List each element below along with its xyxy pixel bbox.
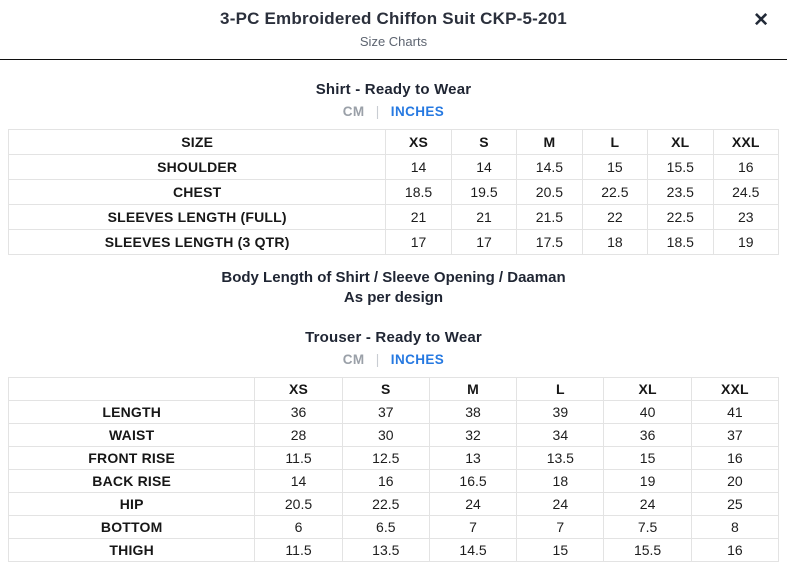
size-value-cell: 38 <box>429 400 516 423</box>
size-col-header: L <box>517 377 604 400</box>
size-value-cell: 28 <box>255 423 342 446</box>
shirt-unit-toggle <box>0 104 787 119</box>
modal-title: 3-PC Embroidered Chiffon Suit CKP-5-201 <box>220 9 567 28</box>
table-row <box>9 515 779 538</box>
shirt-note <box>0 268 787 309</box>
size-value-cell: 15 <box>582 155 647 180</box>
size-col-header: XXL <box>713 130 778 155</box>
size-value-cell: 22.5 <box>582 180 647 205</box>
size-col-header: M <box>517 130 582 155</box>
size-value-cell: 24 <box>604 492 691 515</box>
size-value-cell: 13.5 <box>342 538 429 561</box>
table-row <box>9 492 779 515</box>
size-value-cell: 16 <box>691 446 778 469</box>
size-value-cell: 17 <box>386 230 451 255</box>
table-header-row <box>9 377 779 400</box>
size-value-cell: 21.5 <box>517 205 582 230</box>
table-row <box>9 155 779 180</box>
size-value-cell: 40 <box>604 400 691 423</box>
table-header-row <box>9 130 779 155</box>
size-value-cell: 36 <box>255 400 342 423</box>
size-value-cell: 39 <box>517 400 604 423</box>
size-value-cell: 14.5 <box>429 538 516 561</box>
size-value-cell: 21 <box>451 205 516 230</box>
table-row <box>9 180 779 205</box>
size-col-header: S <box>342 377 429 400</box>
size-value-cell: 13 <box>429 446 516 469</box>
table-row <box>9 423 779 446</box>
row-label: SLEEVES LENGTH (FULL) <box>9 205 386 230</box>
size-value-cell: 20 <box>691 469 778 492</box>
trouser-unit-cm-button[interactable]: CM <box>342 351 365 367</box>
size-value-cell: 14 <box>451 155 516 180</box>
size-col-header: M <box>429 377 516 400</box>
size-value-cell: 16 <box>691 538 778 561</box>
size-value-cell: 20.5 <box>517 180 582 205</box>
row-label: WAIST <box>9 423 255 446</box>
row-label: BACK RISE <box>9 469 255 492</box>
size-value-cell: 30 <box>342 423 429 446</box>
size-value-cell: 19 <box>713 230 778 255</box>
shirt-size-table <box>8 129 779 255</box>
row-label: SLEEVES LENGTH (3 QTR) <box>9 230 386 255</box>
size-value-cell: 24.5 <box>713 180 778 205</box>
size-value-cell: 16.5 <box>429 469 516 492</box>
size-value-cell: 7.5 <box>604 515 691 538</box>
size-value-cell: 24 <box>517 492 604 515</box>
size-value-cell: 17.5 <box>517 230 582 255</box>
size-value-cell: 41 <box>691 400 778 423</box>
size-value-cell: 6 <box>255 515 342 538</box>
row-label: THIGH <box>9 538 255 561</box>
size-value-cell: 18 <box>582 230 647 255</box>
close-icon: ✕ <box>753 10 769 31</box>
size-value-cell: 8 <box>691 515 778 538</box>
size-value-cell: 15 <box>517 538 604 561</box>
shirt-section-heading: Shirt - Ready to Wear <box>315 81 472 98</box>
shirt-unit-inches-button[interactable]: INCHES <box>390 104 445 119</box>
row-label: HIP <box>9 492 255 515</box>
size-value-cell: 23.5 <box>648 180 713 205</box>
size-value-cell: 14.5 <box>517 155 582 180</box>
modal-header <box>0 0 787 60</box>
size-value-cell: 18.5 <box>386 180 451 205</box>
row-label: BOTTOM <box>9 515 255 538</box>
size-value-cell: 16 <box>713 155 778 180</box>
shirt-unit-cm-button[interactable]: CM <box>342 104 365 119</box>
size-value-cell: 36 <box>604 423 691 446</box>
row-label: CHEST <box>9 180 386 205</box>
measurement-col-header <box>9 377 255 400</box>
size-col-header: XS <box>386 130 451 155</box>
size-value-cell: 7 <box>429 515 516 538</box>
table-row <box>9 446 779 469</box>
trouser-unit-toggle <box>0 352 787 367</box>
size-value-cell: 14 <box>386 155 451 180</box>
size-value-cell: 20.5 <box>255 492 342 515</box>
size-col-header: XXL <box>691 377 778 400</box>
size-value-cell: 17 <box>451 230 516 255</box>
size-value-cell: 16 <box>342 469 429 492</box>
size-value-cell: 34 <box>517 423 604 446</box>
row-label: SHOULDER <box>9 155 386 180</box>
size-value-cell: 13.5 <box>517 446 604 469</box>
size-value-cell: 25 <box>691 492 778 515</box>
table-row <box>9 469 779 492</box>
size-value-cell: 11.5 <box>255 538 342 561</box>
size-value-cell: 15 <box>604 446 691 469</box>
table-row <box>9 230 779 255</box>
size-value-cell: 12.5 <box>342 446 429 469</box>
size-value-cell: 14 <box>255 469 342 492</box>
size-col-header: XL <box>648 130 713 155</box>
unit-toggle-separator: | <box>375 351 380 367</box>
size-value-cell: 19 <box>604 469 691 492</box>
size-value-cell: 15.5 <box>604 538 691 561</box>
size-value-cell: 21 <box>386 205 451 230</box>
size-value-cell: 18 <box>517 469 604 492</box>
row-label: LENGTH <box>9 400 255 423</box>
shirt-note-line1: Body Length of Shirt / Sleeve Opening / Daaman <box>221 269 566 286</box>
size-value-cell: 37 <box>691 423 778 446</box>
size-value-cell: 18.5 <box>648 230 713 255</box>
size-value-cell: 19.5 <box>451 180 516 205</box>
size-value-cell: 22 <box>582 205 647 230</box>
size-value-cell: 22.5 <box>342 492 429 515</box>
close-button[interactable] <box>751 9 771 32</box>
size-value-cell: 32 <box>429 423 516 446</box>
size-value-cell: 23 <box>713 205 778 230</box>
row-label: FRONT RISE <box>9 446 255 469</box>
table-row <box>9 400 779 423</box>
table-row <box>9 205 779 230</box>
size-value-cell: 37 <box>342 400 429 423</box>
size-value-cell: 6.5 <box>342 515 429 538</box>
modal-subtitle: Size Charts <box>359 34 428 49</box>
trouser-section-heading: Trouser - Ready to Wear <box>305 328 482 346</box>
unit-toggle-separator: | <box>375 104 380 119</box>
size-value-cell: 22.5 <box>648 205 713 230</box>
trouser-unit-inches-button[interactable]: INCHES <box>390 351 445 367</box>
size-col-header: XS <box>255 377 342 400</box>
size-value-cell: 15.5 <box>648 155 713 180</box>
shirt-note-line2: As per design <box>343 289 444 307</box>
size-value-cell: 24 <box>429 492 516 515</box>
size-col-header: S <box>451 130 516 155</box>
size-col-header: XL <box>604 377 691 400</box>
size-value-cell: 7 <box>517 515 604 538</box>
trouser-size-table <box>8 377 779 562</box>
measurement-col-header: SIZE <box>9 130 386 155</box>
size-col-header: L <box>582 130 647 155</box>
size-value-cell: 11.5 <box>255 446 342 469</box>
